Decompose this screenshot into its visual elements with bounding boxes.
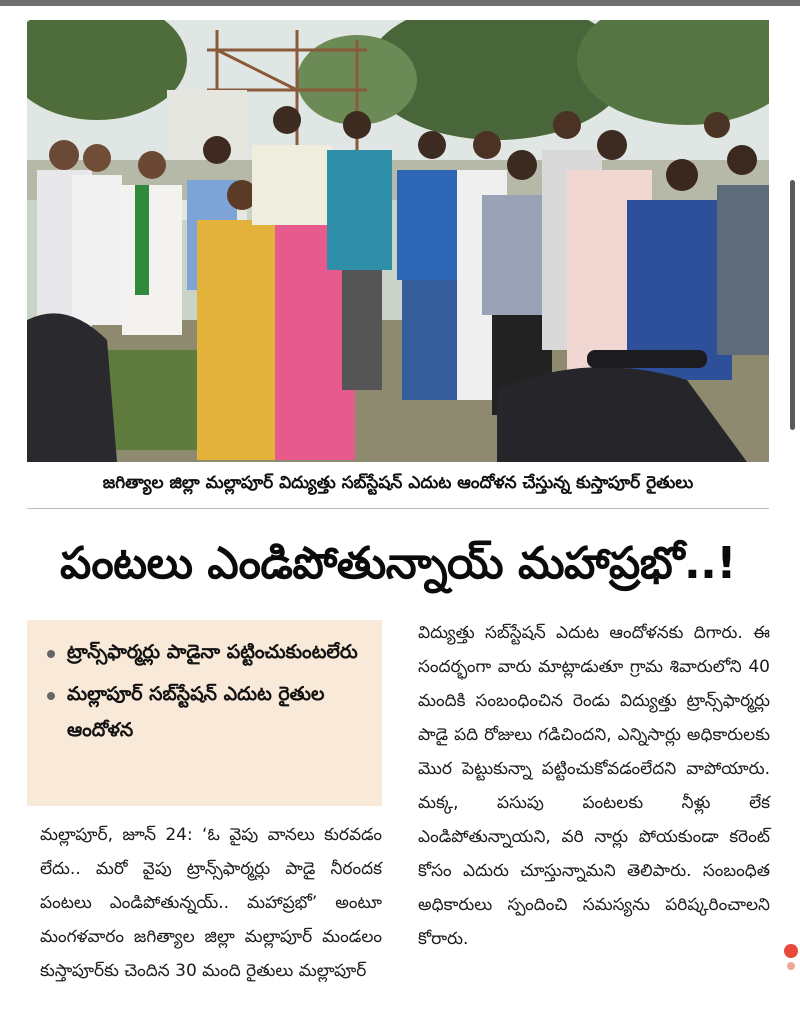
farmers-protest-photo: [27, 20, 769, 462]
highlight-item: [47, 676, 368, 748]
caption-divider: [27, 508, 769, 509]
highlight-text: ట్రాన్స్‌ఫార్మర్లు పాడైనా పట్టించుకుంటలేరు: [67, 641, 358, 663]
highlight-item: [47, 634, 368, 670]
photo-caption: జగిత్యాల జిల్లా మల్లాపూర్ విద్యుత్తు సబ్‌స్టేషన్ ఎదుట ఆందోళన చేస్తున్న కుస్తాపూర్ రైతులు: [102, 473, 694, 493]
top-rule: [0, 0, 800, 6]
bullet-icon: [47, 650, 55, 658]
pink-dot-icon: [787, 962, 795, 970]
red-dot-icon: [784, 944, 798, 958]
highlight-text: మల్లాపూర్ సబ్‌స్టేషన్ ఎదుట రైతుల ఆందోళన: [67, 683, 325, 741]
article-body-left-column: మల్లాపూర్, జూన్ 24: ‘ఓ వైపు వానలు కురవడం లేదు.. మరో వైపు ట్రాన్స్‌ఫార్మర్లు పాడై నీరందక పంటలు ఎండిపోతున్నయ్.. మహాప్రభో’ అంటూ మంగళవారం జగిత్యాల జిల్లా మల్లాపూర్ మండలం కుస్తాపూర్‌కు చెందిన 30 మంది రైతులు మల్లాపూర్: [40, 825, 382, 981]
article-headline: పంటలు ఎండిపోతున్నాయ్ మహాప్రభో..!: [60, 538, 736, 589]
article-body-right-column: విద్యుత్తు సబ్‌స్టేషన్ ఎదుట ఆందోళనకు దిగారు. ఈ సందర్భంగా వారు మాట్లాడుతూ గ్రామ శివారులోని 40 మందికి సంబంధించిన రెండు విద్యుత్తు ట్రాన్స్‌ఫార్మర్లు పాడై పది రోజులు గడిచిందని, ఎన్నిసార్లు అధికారులకు మొర పెట్టుకున్నా పట్టించుకోవడంలేదని వాపోయారు. మక్క, పసుపు పంటలకు నీళ్లు లేక ఎండిపోతున్నాయని, వరి నార్లు పోయకుండా కరెంట్ కోసం ఎదురు చూస్తున్నామని తెలిపారు. సంబంధిత అధికారులు స్పందించి సమస్యను పరిష్కరించాలని కోరారు.: [418, 623, 770, 949]
vertical-scrollbar[interactable]: [790, 180, 795, 430]
highlights-box: [27, 620, 382, 806]
bullet-icon: [47, 692, 55, 700]
news-photo: [27, 20, 769, 462]
